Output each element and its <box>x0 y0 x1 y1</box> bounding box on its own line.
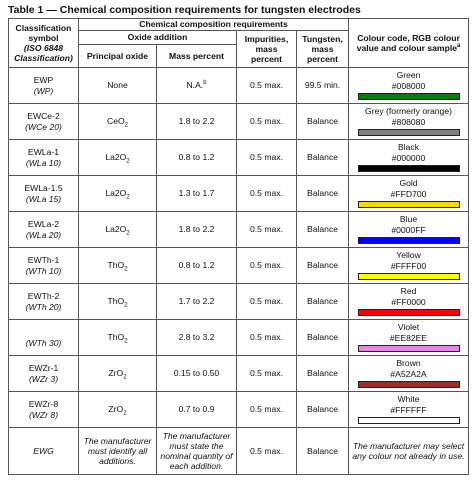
header-impurities: Impurities, mass percent <box>237 31 297 68</box>
cell-mass: 0.8 to 1.2 <box>157 248 237 284</box>
cell-tungsten: Balance <box>297 248 349 284</box>
cell-colour: Yellow #FFFF00 <box>349 248 469 284</box>
header-colour: Colour code, RGB colour value and colour sample$^a$ <box>349 19 469 68</box>
colour-swatch <box>358 201 460 208</box>
cell-symbol: EWLa-1.5 (WLa 15) <box>9 176 79 212</box>
cell-mass: 1.8 to 2.2 <box>157 104 237 140</box>
colour-swatch <box>358 129 460 136</box>
table-row <box>9 356 469 392</box>
colour-swatch <box>358 165 460 172</box>
cell-colour: The manufacturer may select any colour not already in use. <box>349 428 469 475</box>
header-chem-req: Chemical composition requirements <box>79 19 349 31</box>
cell-oxide: ZrO$_2$ <box>79 392 157 428</box>
cell-colour: Blue #0000FF <box>349 212 469 248</box>
cell-oxide: $La2O_2$ <box>79 140 157 176</box>
cell-tungsten: Balance <box>297 428 349 475</box>
header-tungsten: Tungsten, mass percent <box>297 31 349 68</box>
cell-colour: Grey (formerly orange) #808080 <box>349 104 469 140</box>
cell-impurities: 0.5 max. <box>237 284 297 320</box>
table-row <box>9 212 469 248</box>
header-principal-oxide: Principal oxide <box>79 45 157 68</box>
header-classification: Classification symbol (ISO 6848 Classification) <box>9 19 79 68</box>
cell-impurities: 0.5 max. <box>237 320 297 356</box>
cell-colour: White #FFFFFF <box>349 392 469 428</box>
cell-symbol: EWG <box>9 428 79 475</box>
cell-impurities: 0.5 max. <box>237 248 297 284</box>
colour-swatch <box>358 345 460 352</box>
cell-oxide: ThO$_2$ <box>79 320 157 356</box>
cell-symbol: EWP (WP) <box>9 68 79 104</box>
cell-colour: Black #000000 <box>349 140 469 176</box>
cell-oxide: ThO$_2$ <box>79 248 157 284</box>
cell-symbol: EWLa-1 (WLa 10) <box>9 140 79 176</box>
colour-swatch <box>358 381 460 388</box>
cell-symbol: EWTh-2 (WTh 20) <box>9 284 79 320</box>
cell-colour: Gold #FFD700 <box>349 176 469 212</box>
composition-table <box>8 18 469 475</box>
cell-oxide: None <box>79 68 157 104</box>
cell-mass: N.A.$^b$ <box>157 68 237 104</box>
cell-symbol: EWZr-8 (WZr 8) <box>9 392 79 428</box>
cell-colour: Green #008000 <box>349 68 469 104</box>
cell-oxide: CeO$_2$ <box>79 104 157 140</box>
cell-colour: Violet #EE82EE <box>349 320 469 356</box>
colour-swatch <box>358 237 460 244</box>
cell-colour: Red #FF0000 <box>349 284 469 320</box>
cell-impurities: 0.5 max. <box>237 212 297 248</box>
cell-tungsten: Balance <box>297 140 349 176</box>
cell-tungsten: Balance <box>297 392 349 428</box>
table-row <box>9 248 469 284</box>
cell-tungsten: Balance <box>297 284 349 320</box>
cell-impurities: 0.5 max. <box>237 68 297 104</box>
cell-mass: 1.8 to 2.2 <box>157 212 237 248</box>
table-row-ewg <box>9 428 469 475</box>
table-row <box>9 392 469 428</box>
cell-tungsten: 99.5 min. <box>297 68 349 104</box>
cell-tungsten: Balance <box>297 104 349 140</box>
cell-symbol: (WTh 30) <box>9 320 79 356</box>
cell-mass: 0.8 to 1.2 <box>157 140 237 176</box>
header-mass-percent: Mass percent <box>157 45 237 68</box>
table-row <box>9 68 469 104</box>
table-row <box>9 176 469 212</box>
cell-impurities: 0.5 max. <box>237 176 297 212</box>
cell-oxide: $La2O_2$ <box>79 212 157 248</box>
cell-impurities: 0.5 max. <box>237 140 297 176</box>
cell-tungsten: Balance <box>297 212 349 248</box>
cell-tungsten: Balance <box>297 320 349 356</box>
table-title: Table 1 — Chemical composition requirements for tungsten electrodes <box>8 4 361 16</box>
cell-mass: 0.15 to 0.50 <box>157 356 237 392</box>
colour-swatch <box>358 93 460 100</box>
cell-colour: Brown #A52A2A <box>349 356 469 392</box>
cell-mass: 1.7 to 2.2 <box>157 284 237 320</box>
cell-symbol: EWTh-1 (WTh 10) <box>9 248 79 284</box>
colour-swatch <box>358 417 460 424</box>
table-row <box>9 320 469 356</box>
cell-impurities: 0.5 max. <box>237 392 297 428</box>
cell-symbol: EWLa-2 (WLa 20) <box>9 212 79 248</box>
cell-symbol: EWCe-2 (WCe 20) <box>9 104 79 140</box>
cell-mass: 0.7 to 0.9 <box>157 392 237 428</box>
colour-swatch <box>358 309 460 316</box>
cell-oxide: The manufacturer must identify all additions. <box>79 428 157 475</box>
table-row <box>9 284 469 320</box>
cell-mass: 1.3 to 1.7 <box>157 176 237 212</box>
cell-tungsten: Balance <box>297 176 349 212</box>
header-oxide-addition: Oxide addition <box>79 31 237 45</box>
cell-tungsten: Balance <box>297 356 349 392</box>
cell-oxide: ZrO$_2$ <box>79 356 157 392</box>
cell-oxide: ThO$_2$ <box>79 284 157 320</box>
colour-swatch <box>358 273 460 280</box>
cell-impurities: 0.5 max. <box>237 428 297 475</box>
cell-impurities: 0.5 max. <box>237 104 297 140</box>
table-row <box>9 140 469 176</box>
cell-mass: 2.8 to 3.2 <box>157 320 237 356</box>
table-row <box>9 104 469 140</box>
cell-mass: The manufacturer must state the nominal quantity of each addition. <box>157 428 237 475</box>
cell-oxide: $La2O_2$ <box>79 176 157 212</box>
cell-symbol: EWZr-1 (WZr 3) <box>9 356 79 392</box>
cell-impurities: 0.5 max. <box>237 356 297 392</box>
